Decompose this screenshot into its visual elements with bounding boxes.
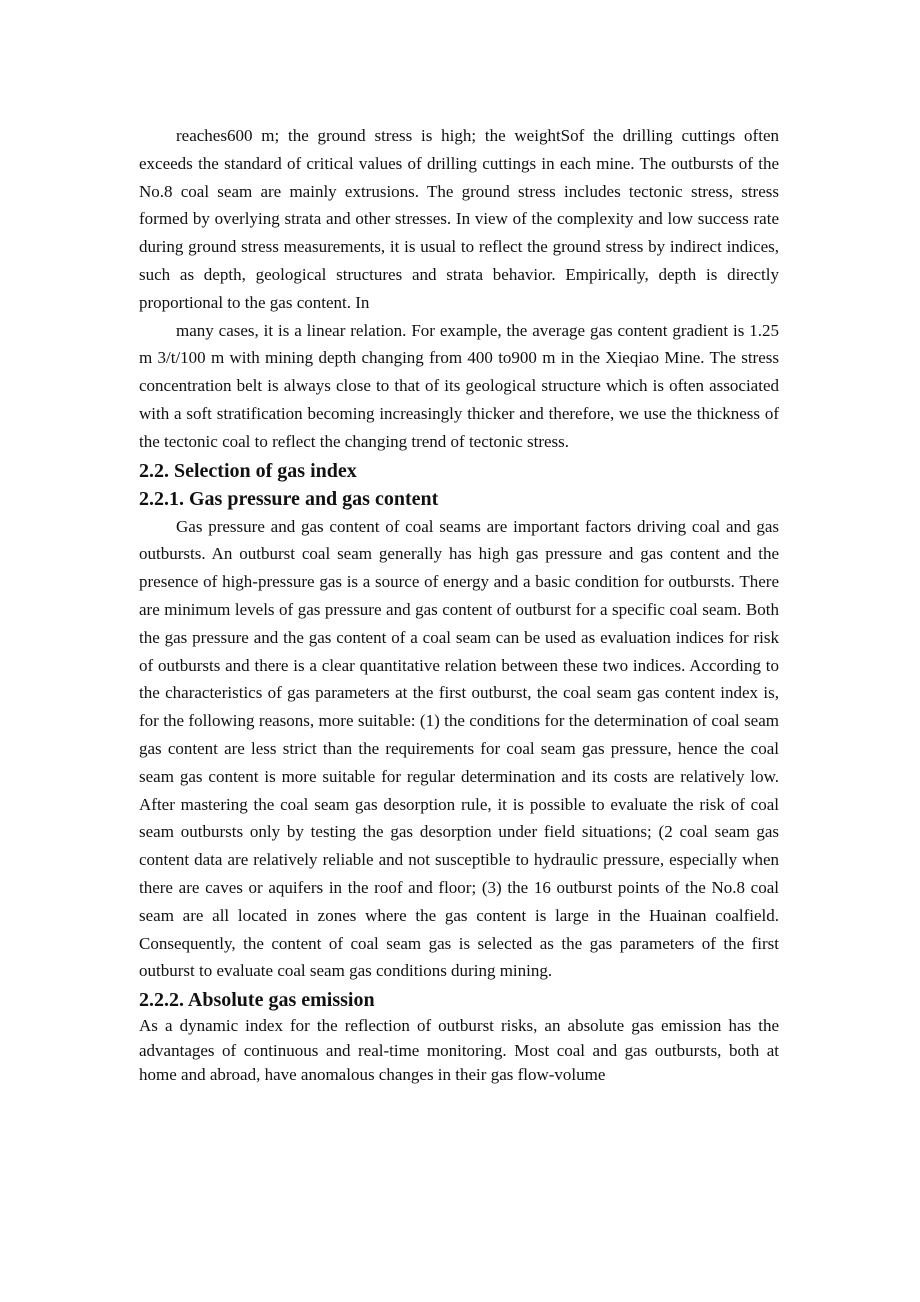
paragraph-linear-relation: many cases, it is a linear relation. For example, the average gas content gradient is 1.25 m 3/t/100 m with mining depth changing from 400 to900 m in the Xieqiao Mine. The stress concentration belt is always close to that of its geological structure which is often associated with a soft stratification becoming increasingly thicker and therefore, we use the thickness of the tectonic coal to reflect the changing trend of tectonic stress. xyxy=(139,320,779,451)
document-page xyxy=(139,122,779,1088)
paragraph-gas-pressure-content: Gas pressure and gas content of coal seams are important factors driving coal and gas outbursts. An outburst coal seam generally has high gas pressure and gas content and the presence of high-pressure gas is a source of energy and a basic condition for outbursts. There are minimum levels of gas pressure and gas content of outburst for a specific coal seam. Both the gas pressure and the gas content of a coal seam can be used as evaluation indices for risk of outbursts and there is a clear quantitative relation between these two indices. According to the characteristics of gas parameters at the first outburst, the coal seam gas content index is, for the following reasons, more suitable: (1) the conditions for the determination of coal seam gas content are less strict than the requirements for coal seam gas pressure, hence the coal seam gas content is more suitable for regular determination and its costs are relatively low. After mastering the coal seam gas desorption rule, it is possible to evaluate the risk of coal seam outbursts only by testing the gas desorption under field situations; (2 coal seam gas content data are relatively reliable and not susceptible to hydraulic pressure, especially when there are caves or aquifers in the roof and floor; (3) the 16 outburst points of the No.8 coal seam are all located in zones where the gas content is large in the Huainan coalfield. Consequently, the content of coal seam gas is selected as the gas parameters of the first outburst to evaluate coal seam gas conditions during mining. xyxy=(139,516,779,981)
subsection-heading-gas-pressure-content: 2.2.1. Gas pressure and gas content xyxy=(139,487,439,510)
subsection-heading-absolute-gas-emission: 2.2.2. Absolute gas emission xyxy=(139,989,375,1012)
paragraph-absolute-gas-emission: As a dynamic index for the reflection of outburst risks, an absolute gas emission has the advantages of continuous and real-time monitoring. Most coal and gas outbursts, both at home and abroad, have anomalous changes in their gas flow-volume xyxy=(139,1016,779,1085)
paragraph-ground-stress: reaches600 m; the ground stress is high; the weightSof the drilling cuttings often exceeds the standard of critical values of drilling cuttings in each mine. The outbursts of the No.8 coal seam are mainly extrusions. The ground stress includes tectonic stress, stress formed by overlying strata and other stresses. In view of the complexity and low success rate during ground stress measurements, it is usual to reflect the ground stress by indirect indices, such as depth, geological structures and strata behavior. Empirically, depth is directly proportional to the gas content. In xyxy=(139,126,779,312)
section-heading-selection-of-gas-index: 2.2. Selection of gas index xyxy=(139,459,357,482)
